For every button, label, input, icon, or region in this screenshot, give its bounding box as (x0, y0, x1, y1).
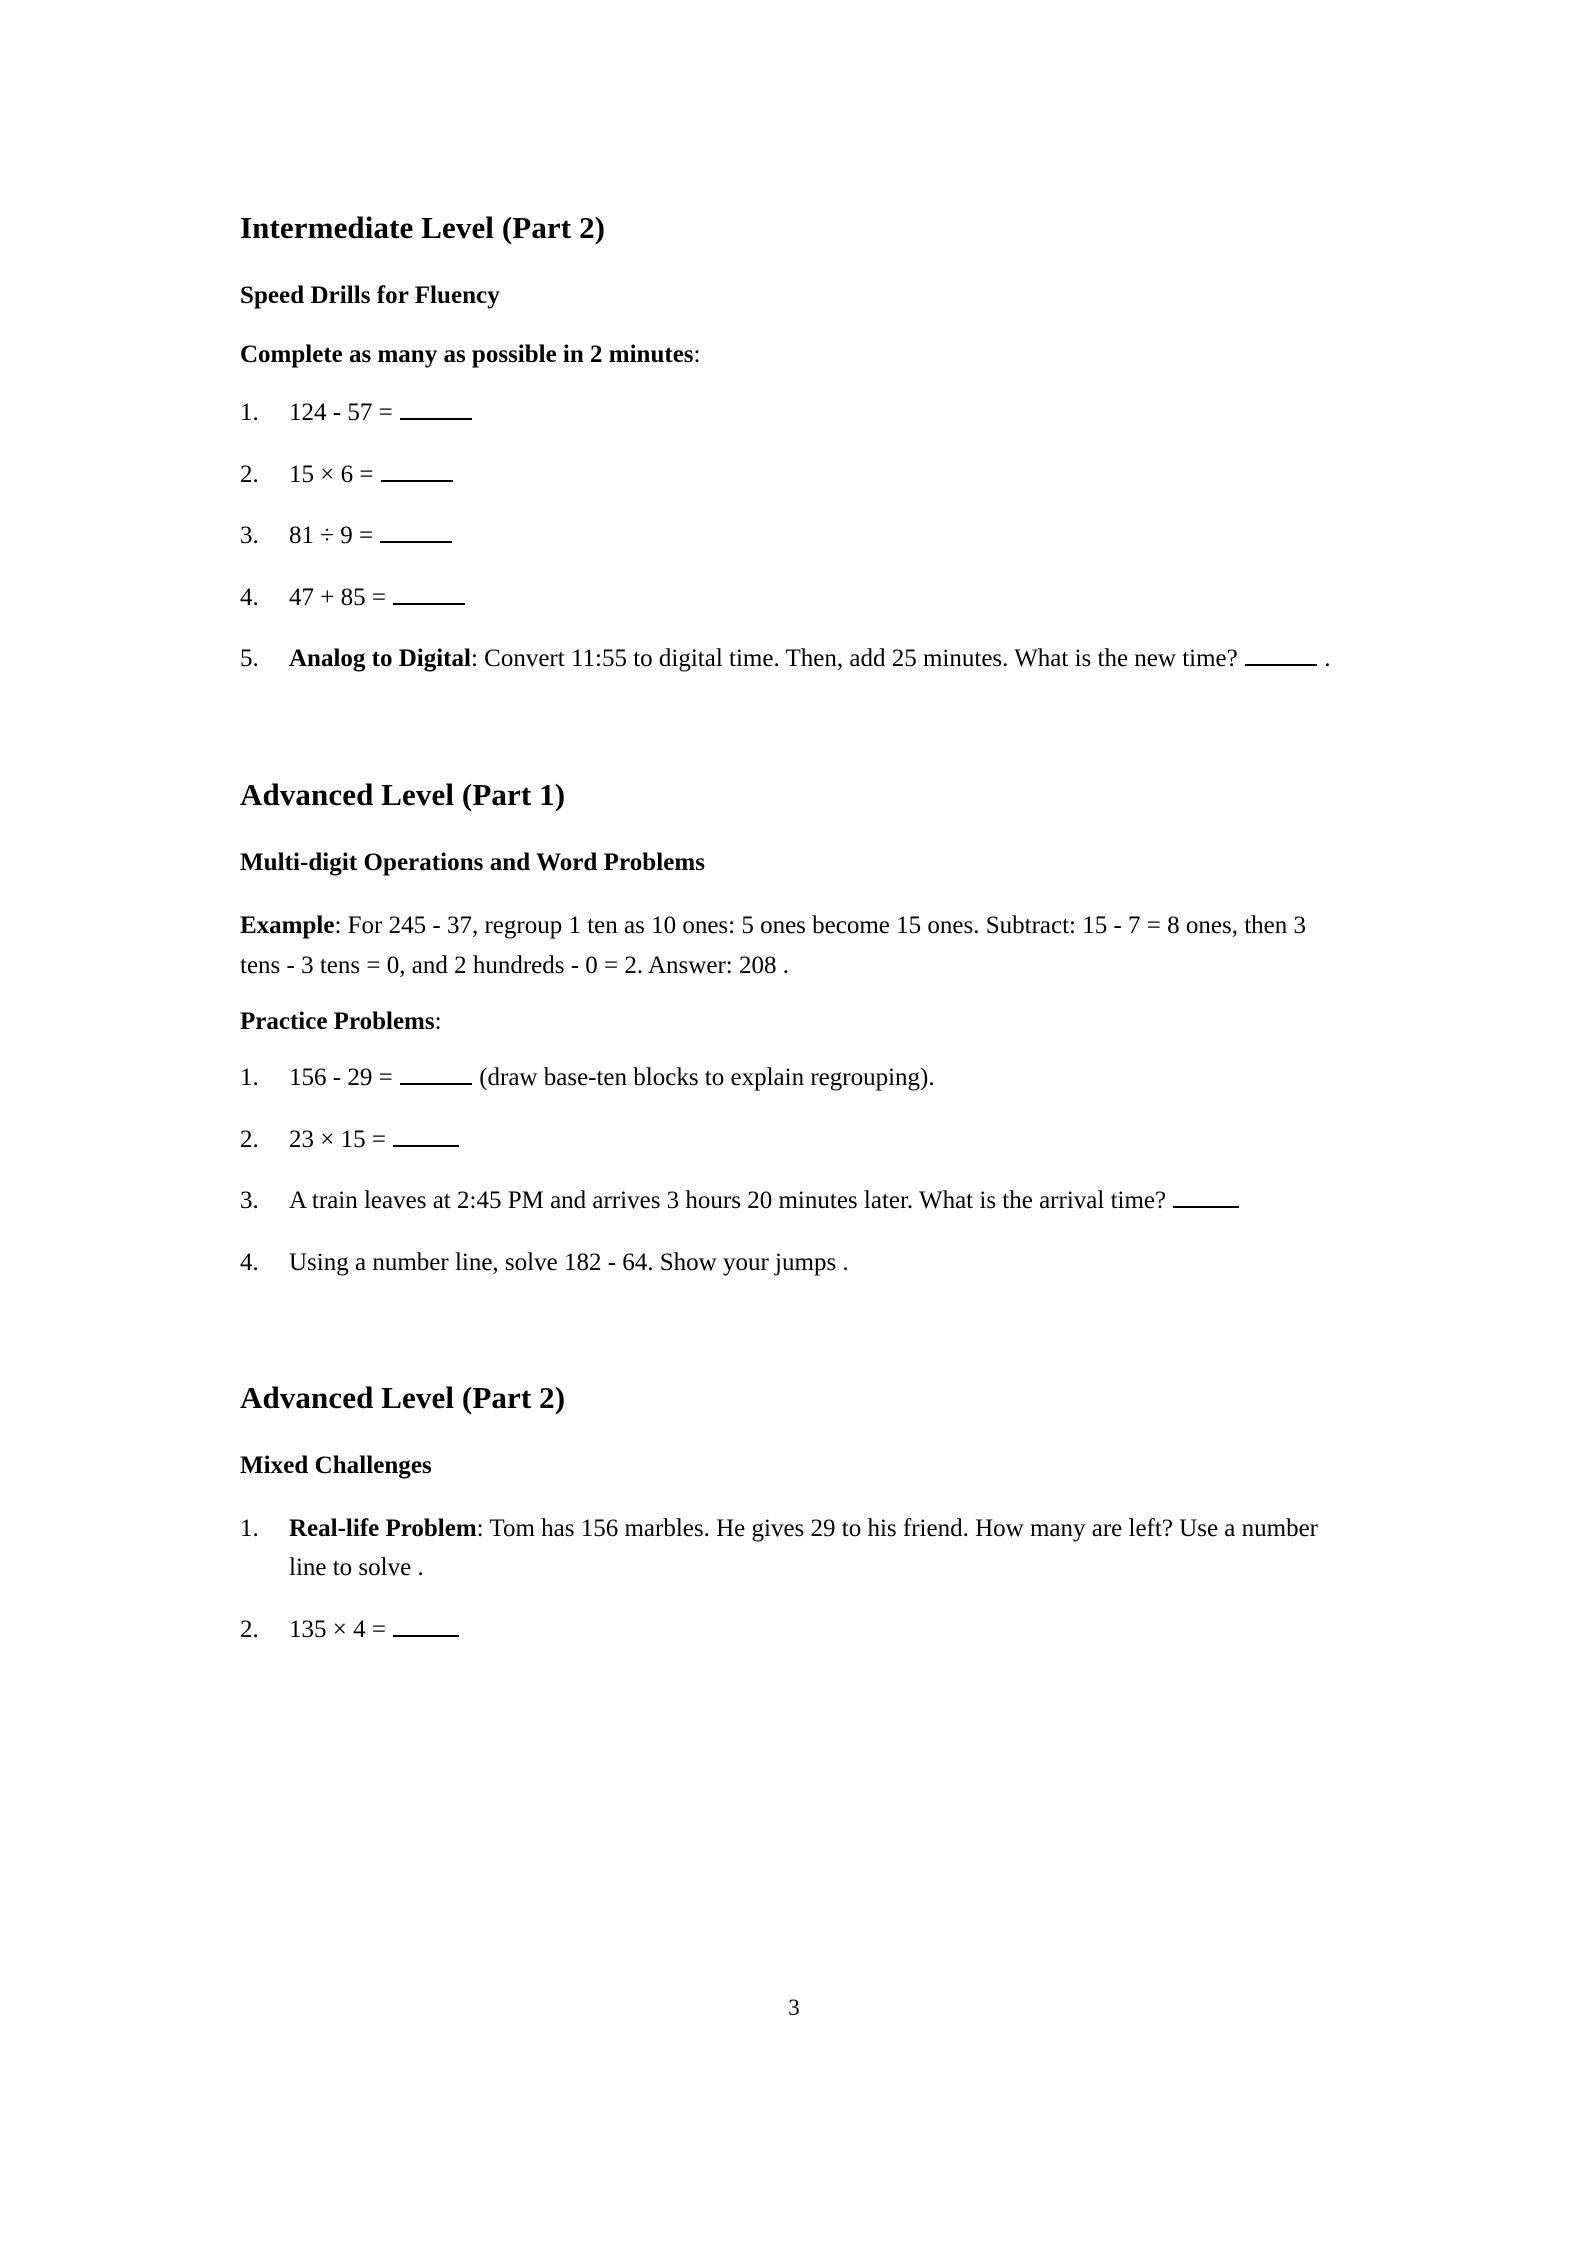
list-marker: 5. (240, 645, 259, 673)
problem-expression: 81 ÷ 9 = (289, 522, 380, 550)
problem-expression: 124 - 57 = (289, 399, 399, 427)
list-item (240, 516, 1344, 556)
list-item-text (289, 639, 1344, 679)
section-heading-intermediate-part-2: Intermediate Level (Part 2) (240, 210, 606, 245)
problem-trailing: (draw base-ten blocks to explain regrouping). (472, 1064, 935, 1092)
spacer (240, 679, 1344, 775)
answer-blank[interactable] (380, 518, 452, 543)
list-marker: 1. (240, 1064, 259, 1092)
list-item (240, 1120, 1344, 1160)
problem-label: Real-life Problem (289, 1514, 477, 1542)
problem-expression: 47 + 85 = (289, 583, 393, 611)
instruction-colon: : (693, 340, 701, 368)
problem-expression: 15 × 6 = (289, 460, 380, 488)
spacer (240, 371, 1344, 393)
spacer (240, 1418, 1344, 1450)
problem-trailing: . (1317, 645, 1331, 673)
spacer (240, 1483, 1344, 1509)
list-item (240, 578, 1344, 618)
problem-list-speed-drills (240, 393, 1344, 679)
spacer (240, 880, 1344, 906)
problem-list-mixed-challenges (240, 1509, 1344, 1650)
list-item (240, 393, 1344, 433)
problem-expression: 135 × 4 = (289, 1615, 393, 1643)
list-item (240, 639, 1344, 679)
list-marker: 4. (240, 1248, 259, 1276)
instruction-text: Complete as many as possible in 2 minutes (240, 340, 694, 368)
list-marker: 2. (240, 1125, 259, 1153)
section-heading-advanced-part-2: Advanced Level (Part 2) (240, 1380, 566, 1416)
list-marker: 2. (240, 460, 259, 488)
section-heading-advanced-part-1: Advanced Level (Part 1) (240, 776, 566, 812)
list-item-text (289, 1058, 1344, 1098)
list-marker: 3. (240, 522, 259, 550)
answer-blank[interactable] (393, 1122, 459, 1147)
answer-blank[interactable] (1245, 641, 1317, 666)
list-item-text (289, 1509, 1344, 1588)
page-content (240, 208, 1344, 1649)
practice-problems-colon: : (434, 1007, 442, 1035)
list-item (240, 455, 1344, 495)
practice-problems-label (240, 1006, 1344, 1039)
list-item-text (289, 455, 1344, 495)
spacer (240, 1282, 1344, 1378)
spacer (240, 313, 1344, 339)
answer-blank[interactable] (400, 1060, 472, 1085)
list-item-text (289, 1181, 1344, 1221)
list-marker: 1. (240, 1514, 259, 1542)
problem-statement: Using a number line, solve 182 - 64. Show your jumps . (289, 1248, 849, 1276)
list-item-text (289, 1610, 1344, 1650)
answer-blank[interactable] (393, 580, 465, 605)
spacer (240, 248, 1344, 280)
list-item (240, 1509, 1344, 1588)
list-marker: 4. (240, 583, 259, 611)
example-label: Example (240, 911, 335, 939)
practice-problems-text: Practice Problems (240, 1007, 435, 1035)
problem-statement: A train leaves at 2:45 PM and arrives 3 hours 20 minutes later. What is the arrival time? (289, 1187, 1173, 1215)
answer-blank[interactable] (381, 457, 453, 482)
subheading-mixed-challenges: Mixed Challenges (240, 1452, 432, 1480)
answer-blank[interactable] (400, 395, 472, 420)
list-item (240, 1610, 1344, 1650)
list-marker: 1. (240, 399, 259, 427)
subheading-speed-drills: Speed Drills for Fluency (240, 282, 500, 310)
subheading-multi-digit-operations: Multi-digit Operations and Word Problems (240, 849, 705, 877)
example-paragraph (240, 906, 1344, 986)
list-item (240, 1243, 1344, 1283)
list-item-text (289, 578, 1344, 618)
spacer (240, 815, 1344, 847)
problem-expression: 23 × 15 = (289, 1125, 393, 1153)
list-item-text (289, 1120, 1344, 1160)
answer-blank[interactable] (393, 1612, 459, 1637)
problem-statement: : Tom has 156 marbles. He gives 29 to his friend. How many are left? Use a number line to solve . (289, 1514, 1319, 1582)
list-item-text (289, 1243, 1344, 1283)
spacer (240, 986, 1344, 1006)
list-marker: 3. (240, 1187, 259, 1215)
answer-blank[interactable] (1173, 1183, 1239, 1208)
page-number: 3 (788, 1995, 800, 2020)
list-item (240, 1058, 1344, 1098)
list-item-text (289, 516, 1344, 556)
problem-label: Analog to Digital (289, 645, 471, 673)
spacer (240, 1038, 1344, 1058)
list-item (240, 1181, 1344, 1221)
list-item-text (289, 393, 1344, 433)
example-text: : For 245 - 37, regroup 1 ten as 10 ones: 5 ones become 15 ones. Subtract: 15 - 7 = 8 ones, then 3 tens - 3 tens = 0, and 2 hundreds - 0 = 2. Answer: 208 . (240, 911, 1307, 979)
problem-list-practice (240, 1058, 1344, 1282)
instruction-complete-in-2-minutes (240, 339, 1344, 372)
problem-expression: 156 - 29 = (289, 1064, 399, 1092)
problem-statement: : Convert 11:55 to digital time. Then, add 25 minutes. What is the new time? (470, 645, 1244, 673)
list-marker: 2. (240, 1615, 259, 1643)
